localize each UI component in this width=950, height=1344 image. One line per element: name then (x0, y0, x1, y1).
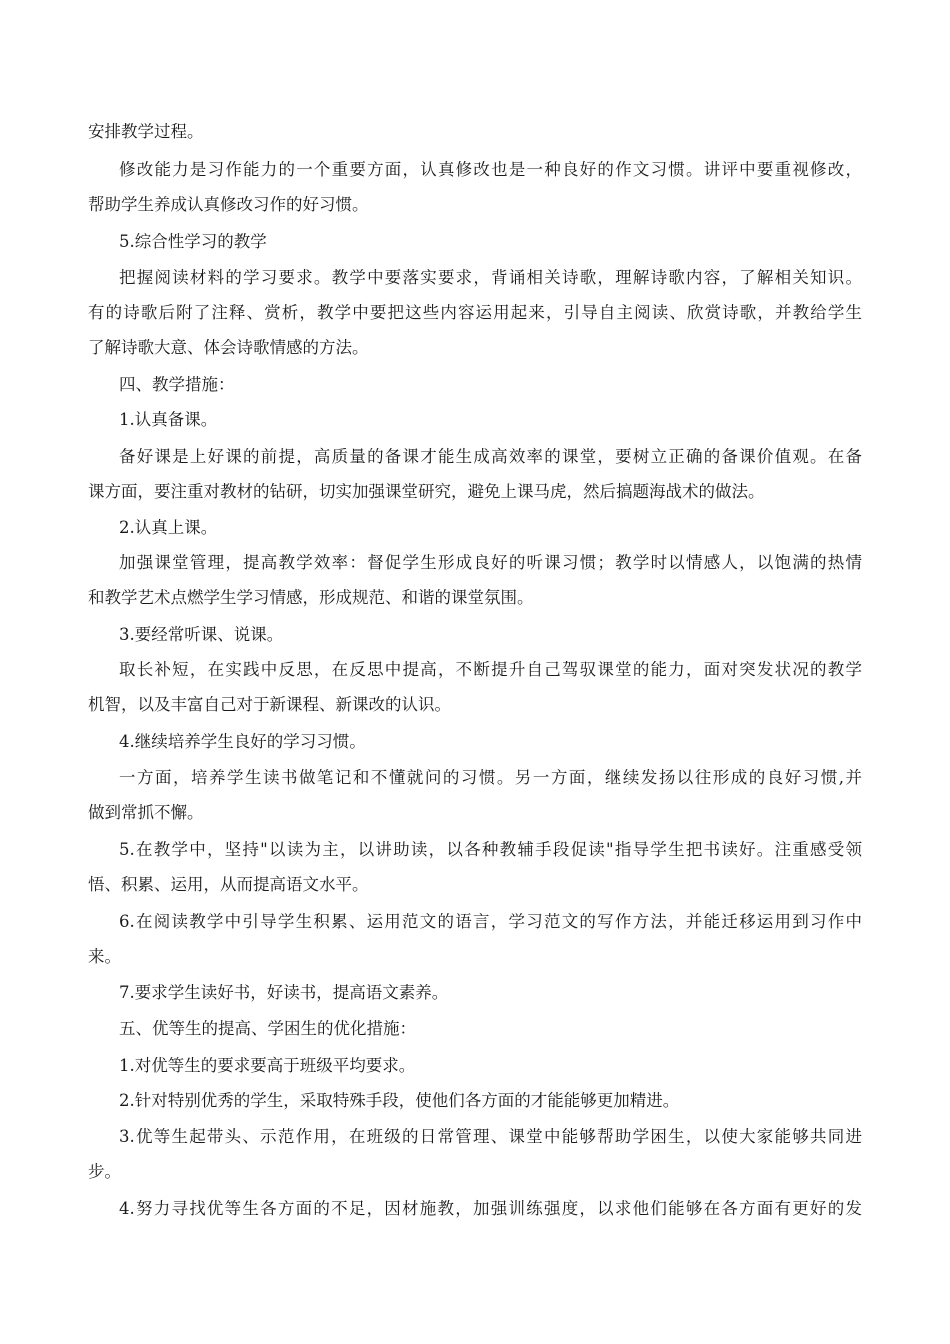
text-line: 2.针对特别优秀的学生，采取特殊手段，使他们各方面的才能能够更加精进。 (119, 1091, 680, 1110)
text-line: 五、优等生的提高、学困生的优化措施： (119, 1019, 416, 1038)
text-line: 有的诗歌后附了注释、赏析，教学中要把这些内容运用起来，引导自主阅读、欣赏诗歌，并教给学生 (88, 303, 862, 322)
text-line: 4.努力寻找优等生各方面的不足，因材施教，加强训练强度，以求他们能够在各方面有更好的发 (119, 1199, 862, 1218)
text-line: 取长补短，在实践中反思，在反思中提高，不断提升自己驾驭课堂的能力，面对突发状况的教学 (119, 660, 862, 679)
text-line: 帮助学生养成认真修改习作的好习惯。 (88, 195, 369, 214)
text-line: 4.继续培养学生良好的学习习惯。 (119, 732, 366, 751)
text-line: 把握阅读材料的学习要求。教学中要落实要求，背诵相关诗歌，理解诗歌内容，了解相关知识。 (119, 268, 862, 287)
text-line: 了解诗歌大意、体会诗歌情感的方法。 (88, 338, 369, 357)
text-line: 四、教学措施： (119, 375, 235, 394)
text-line: 安排教学过程。 (88, 122, 204, 141)
text-line: 来。 (88, 947, 121, 966)
text-line: 3.要经常听课、说课。 (119, 625, 284, 644)
text-line: 修改能力是习作能力的一个重要方面，认真修改也是一种良好的作文习惯。讲评中要重视修改， (119, 160, 862, 179)
text-line: 步。 (88, 1162, 121, 1181)
text-line: 备好课是上好课的前提，高质量的备课才能生成高效率的课堂，要树立正确的备课价值观。在备 (119, 447, 862, 466)
text-line: 3.优等生起带头、示范作用，在班级的日常管理、课堂中能够帮助学困生，以使大家能够共同进 (119, 1127, 862, 1146)
text-line: 5.综合性学习的教学 (119, 232, 267, 251)
text-line: 1.对优等生的要求要高于班级平均要求。 (119, 1056, 416, 1075)
text-line: 加强课堂管理，提高教学效率：督促学生形成良好的听课习惯；教学时以情感人，以饱满的热情 (119, 553, 862, 572)
text-line: 5.在教学中，坚持"以读为主，以讲助读，以各种教辅手段促读"指导学生把书读好。注重感受领 (119, 840, 862, 859)
text-line: 6.在阅读教学中引导学生积累、运用范文的语言，学习范文的写作方法，并能迁移运用到习作中 (119, 912, 862, 931)
text-line: 机智，以及丰富自己对于新课程、新课改的认识。 (88, 695, 451, 714)
text-line: 7.要求学生读好书，好读书，提高语文素养。 (119, 983, 449, 1002)
text-line: 和教学艺术点燃学生学习情感，形成规范、和谐的课堂氛围。 (88, 588, 534, 607)
text-line: 课方面，要注重对教材的钻研，切实加强课堂研究，避免上课马虎，然后搞题海战术的做法。 (88, 482, 765, 501)
text-line: 做到常抓不懈。 (88, 803, 204, 822)
text-line: 悟、积累、运用，从而提高语文水平。 (88, 875, 369, 894)
text-line: 2.认真上课。 (119, 518, 218, 537)
text-line: 1.认真备课。 (119, 410, 218, 429)
text-line: 一方面，培养学生读书做笔记和不懂就问的习惯。另一方面，继续发扬以往形成的良好习惯,并 (119, 768, 862, 787)
